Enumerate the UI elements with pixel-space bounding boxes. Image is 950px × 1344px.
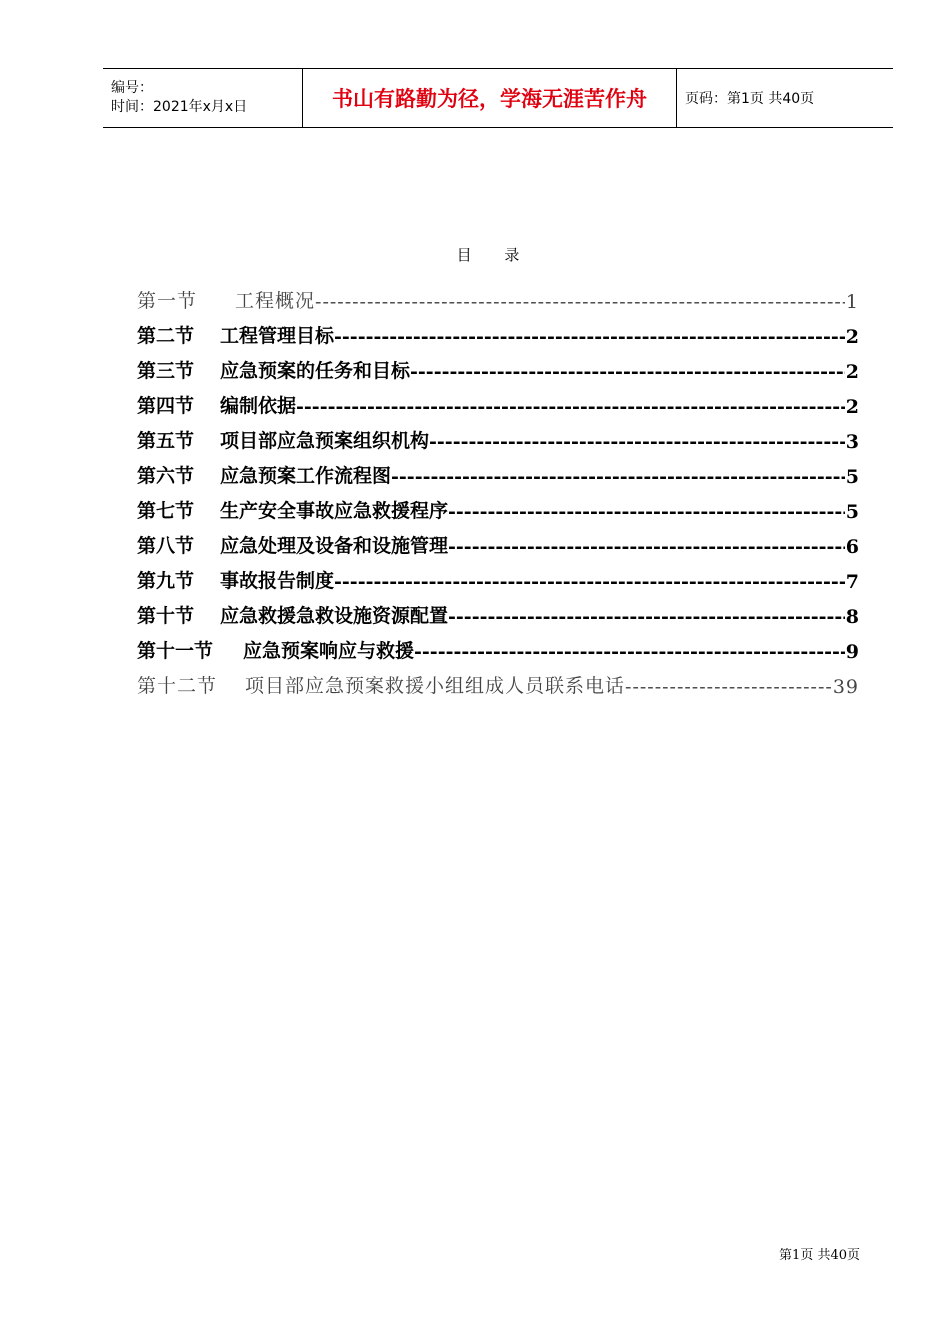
toc-page: 2: [845, 396, 859, 418]
toc-name: 应急处理及设备和设施管理: [220, 535, 449, 557]
toc-leader: [334, 326, 845, 348]
toc-section: 第一节: [137, 290, 198, 312]
toc-name: 工程管理目标: [220, 325, 335, 347]
toc-section: 第十一节: [137, 640, 214, 662]
toc-name: 应急救援急救设施资源配置: [220, 605, 449, 627]
number-label: 编号：: [111, 80, 153, 96]
toc-page: 9: [845, 641, 859, 663]
toc-name: 应急预案的任务和目标: [220, 360, 411, 382]
toc-section: 第五节: [137, 430, 195, 452]
page-footer: 第1页 共40页: [779, 1248, 860, 1263]
toc-page: 3: [845, 431, 859, 453]
toc-page: 8: [845, 606, 859, 628]
toc-leader: [315, 291, 845, 313]
toc-item[interactable]: [137, 663, 859, 698]
toc-section: 第十节: [137, 605, 195, 627]
toc-item[interactable]: [137, 453, 859, 488]
toc-item[interactable]: [137, 558, 859, 593]
toc-name: 工程概况: [235, 290, 316, 312]
toc-page: 2: [845, 361, 859, 383]
motto-text: 书山有路勤为径，学海无涯苦作舟: [332, 87, 647, 111]
toc-name: 项目部应急预案救援小组组成人员联系电话: [245, 675, 626, 697]
toc-page: 7: [845, 571, 859, 593]
toc-leader: [410, 361, 845, 383]
toc-item[interactable]: [137, 593, 859, 628]
toc-leader: [625, 676, 832, 698]
toc-section: 第七节: [137, 500, 195, 522]
toc-item[interactable]: [137, 313, 859, 348]
toc-section: 第八节: [137, 535, 195, 557]
toc-name: 编制依据: [220, 395, 297, 417]
toc-section: 第十二节: [137, 675, 218, 697]
toc-item[interactable]: [137, 523, 859, 558]
toc-page: 2: [845, 326, 859, 348]
toc-leader: [414, 641, 845, 663]
header-meta: [103, 69, 303, 127]
toc-name: 应急预案响应与救援: [243, 640, 415, 662]
toc-section: 第六节: [137, 465, 195, 487]
toc-leader: [448, 501, 845, 523]
toc-section: 第二节: [137, 325, 195, 347]
toc-leader: [334, 571, 845, 593]
toc-leader: [448, 606, 845, 628]
toc-section: 第九节: [137, 570, 195, 592]
toc-leader: [391, 466, 845, 488]
toc-item[interactable]: [137, 418, 859, 453]
time-label: 时间：2021年x月x日: [111, 99, 248, 115]
toc-leader: [429, 431, 845, 453]
toc-leader: [448, 536, 845, 558]
toc-name: 事故报告制度: [220, 570, 335, 592]
header-page-info: [677, 69, 893, 127]
toc-name: 应急预案工作流程图: [220, 465, 392, 487]
header-motto: [303, 69, 677, 127]
toc-leader: [296, 396, 845, 418]
toc-section: 第三节: [137, 360, 195, 382]
table-of-contents: [137, 278, 859, 698]
toc-section: 第四节: [137, 395, 195, 417]
toc-page: 5: [845, 466, 859, 488]
toc-item[interactable]: [137, 278, 859, 313]
page-header: [103, 68, 893, 128]
toc-item[interactable]: [137, 348, 859, 383]
toc-page: 6: [845, 536, 859, 558]
toc-name: 项目部应急预案组织机构: [220, 430, 430, 452]
toc-page: 5: [845, 501, 859, 523]
toc-page: 1: [845, 291, 859, 313]
toc-title: 目 录: [456, 246, 534, 264]
header-page-text: 页码：第1页 共40页: [685, 91, 815, 107]
toc-name: 生产安全事故应急救援程序: [220, 500, 449, 522]
toc-item[interactable]: [137, 383, 859, 418]
toc-item[interactable]: [137, 628, 859, 663]
toc-item[interactable]: [137, 488, 859, 523]
toc-page: 39: [832, 676, 859, 698]
